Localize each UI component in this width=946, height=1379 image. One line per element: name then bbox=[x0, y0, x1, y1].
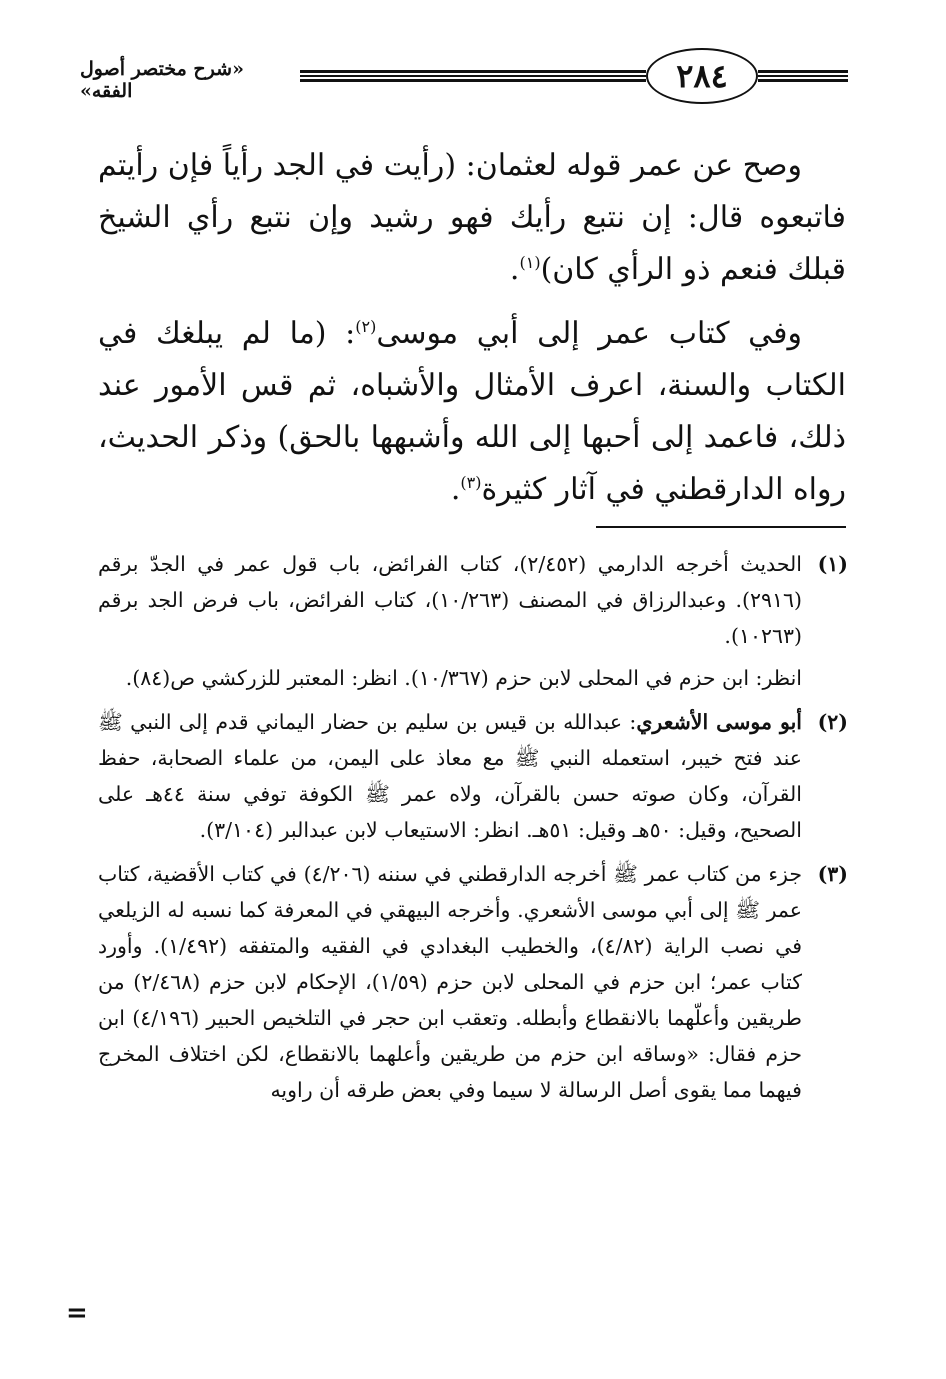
footnote-1-text-2: انظر: ابن حزم في المحلى لابن حزم (١٠/٣٦٧). انظر: المعتبر للزركشي ص(٨٤). bbox=[125, 666, 802, 690]
paragraph-2-end: . bbox=[450, 472, 461, 507]
paragraph-1 bbox=[98, 140, 846, 296]
paragraph-2-text-b: : (ما لم يبلغك في الكتاب والسنة، اعرف الأمثال والأشباه، ثم قس الأمور عند ذلك، فاعمد إلى أحبها إلى الله وأشبهها بالحق) وذكر الحديث، رواه الدارقطني في آثار كثيرة bbox=[98, 316, 846, 507]
header-rule-right bbox=[758, 70, 848, 82]
paragraph-2-text-a: وفي كتاب عمر إلى أبي موسى bbox=[376, 316, 802, 351]
footnote-2-body bbox=[98, 704, 802, 848]
footnote-number: (١) bbox=[817, 552, 848, 576]
footnote-ref-1: (١) bbox=[519, 253, 541, 272]
footnote-number: (٢) bbox=[817, 710, 848, 734]
footnotes bbox=[98, 546, 848, 1116]
header-rule-left bbox=[300, 70, 646, 82]
footnote-number: (٣) bbox=[817, 862, 848, 886]
footnote-ref-3: (٣) bbox=[460, 473, 482, 492]
page-number: ٢٨٤ bbox=[676, 57, 728, 95]
paragraph-1-text: وصح عن عمر قوله لعثمان: (رأيت في الجد رأياً فإن رأيتم فاتبعوه قال: إن نتبع رأيك فهو رشيد وإن نتبع رأي الشيخ قبلك فنعم ذو الرأي كان) bbox=[98, 148, 846, 287]
page-header bbox=[80, 44, 848, 108]
main-text bbox=[98, 140, 846, 528]
paragraph-2 bbox=[98, 308, 846, 516]
page-number-badge bbox=[646, 48, 758, 104]
footnote-1-text: الحديث أخرجه الدارمي (٢/٤٥٢)، كتاب الفرائض، باب قول عمر في الجدّ برقم (٢٩١٦). وعبدالرزاق في المصنف (١٠/٢٦٣)، كتاب الفرائض، باب فرض الجد برقم (١٠٢٦٣). bbox=[98, 552, 803, 648]
paragraph-1-end: . bbox=[509, 252, 520, 287]
footnote-2-name: أبو موسى الأشعري bbox=[636, 710, 802, 734]
continuation-mark: = bbox=[66, 1298, 88, 1328]
footnote-divider bbox=[596, 526, 846, 528]
footnote-ref-2: (٢) bbox=[355, 317, 377, 336]
footnote-3 bbox=[98, 856, 848, 1108]
footnote-2-text: : عبدالله بن قيس بن سليم بن حضار اليماني قدم إلى النبي ﷺ عند فتح خيبر، استعمله النبي ﷺ مع معاذ على اليمن، من علماء الصحابة، حفظ القرآن، وكان صوته حسن بالقرآن، ولاه عمر ﷺ الكوفة توفي سنة ٤٤هـ على الصحيح، وقيل: ٥٠هـ وقيل: ٥١هـ. انظر: الاستيعاب لابن عبدالبر (٣/١٠٤). bbox=[98, 710, 802, 842]
book-title: «شرح مختصر أصول الفقه» bbox=[80, 58, 244, 102]
footnote-1 bbox=[98, 546, 848, 696]
footnote-2 bbox=[98, 704, 848, 848]
footnote-3-text: جزء من كتاب عمر ﷺ أخرجه الدارقطني في سننه (٤/٢٠٦) في كتاب الأقضية، كتاب عمر ﷺ إلى أبي موسى الأشعري. وأخرجه البيهقي في المعرفة كما نسبه له الزيلعي في نصب الراية (٤/٨٢)، والخطيب البغدادي في الفقيه والمتفقه (١/٤٩٢). وأورد كتاب عمر؛ ابن حزم في المحلى لابن حزم (١/٥٩)، الإحكام لابن حزم (٢/٤٦٨) من طريقين وأعلّهما بالانقطاع وأبطله. وتعقب ابن حجر في التلخيص الحبير (٤/١٩٦) ابن حزم فقال: «وساقه ابن حزم من طريقين وأعلهما بالانقطاع، لكن اختلاف المخرج فيهما مما يقوى أصل الرسالة لا سيما وفي بعض طرقه أن راويه bbox=[98, 862, 802, 1102]
